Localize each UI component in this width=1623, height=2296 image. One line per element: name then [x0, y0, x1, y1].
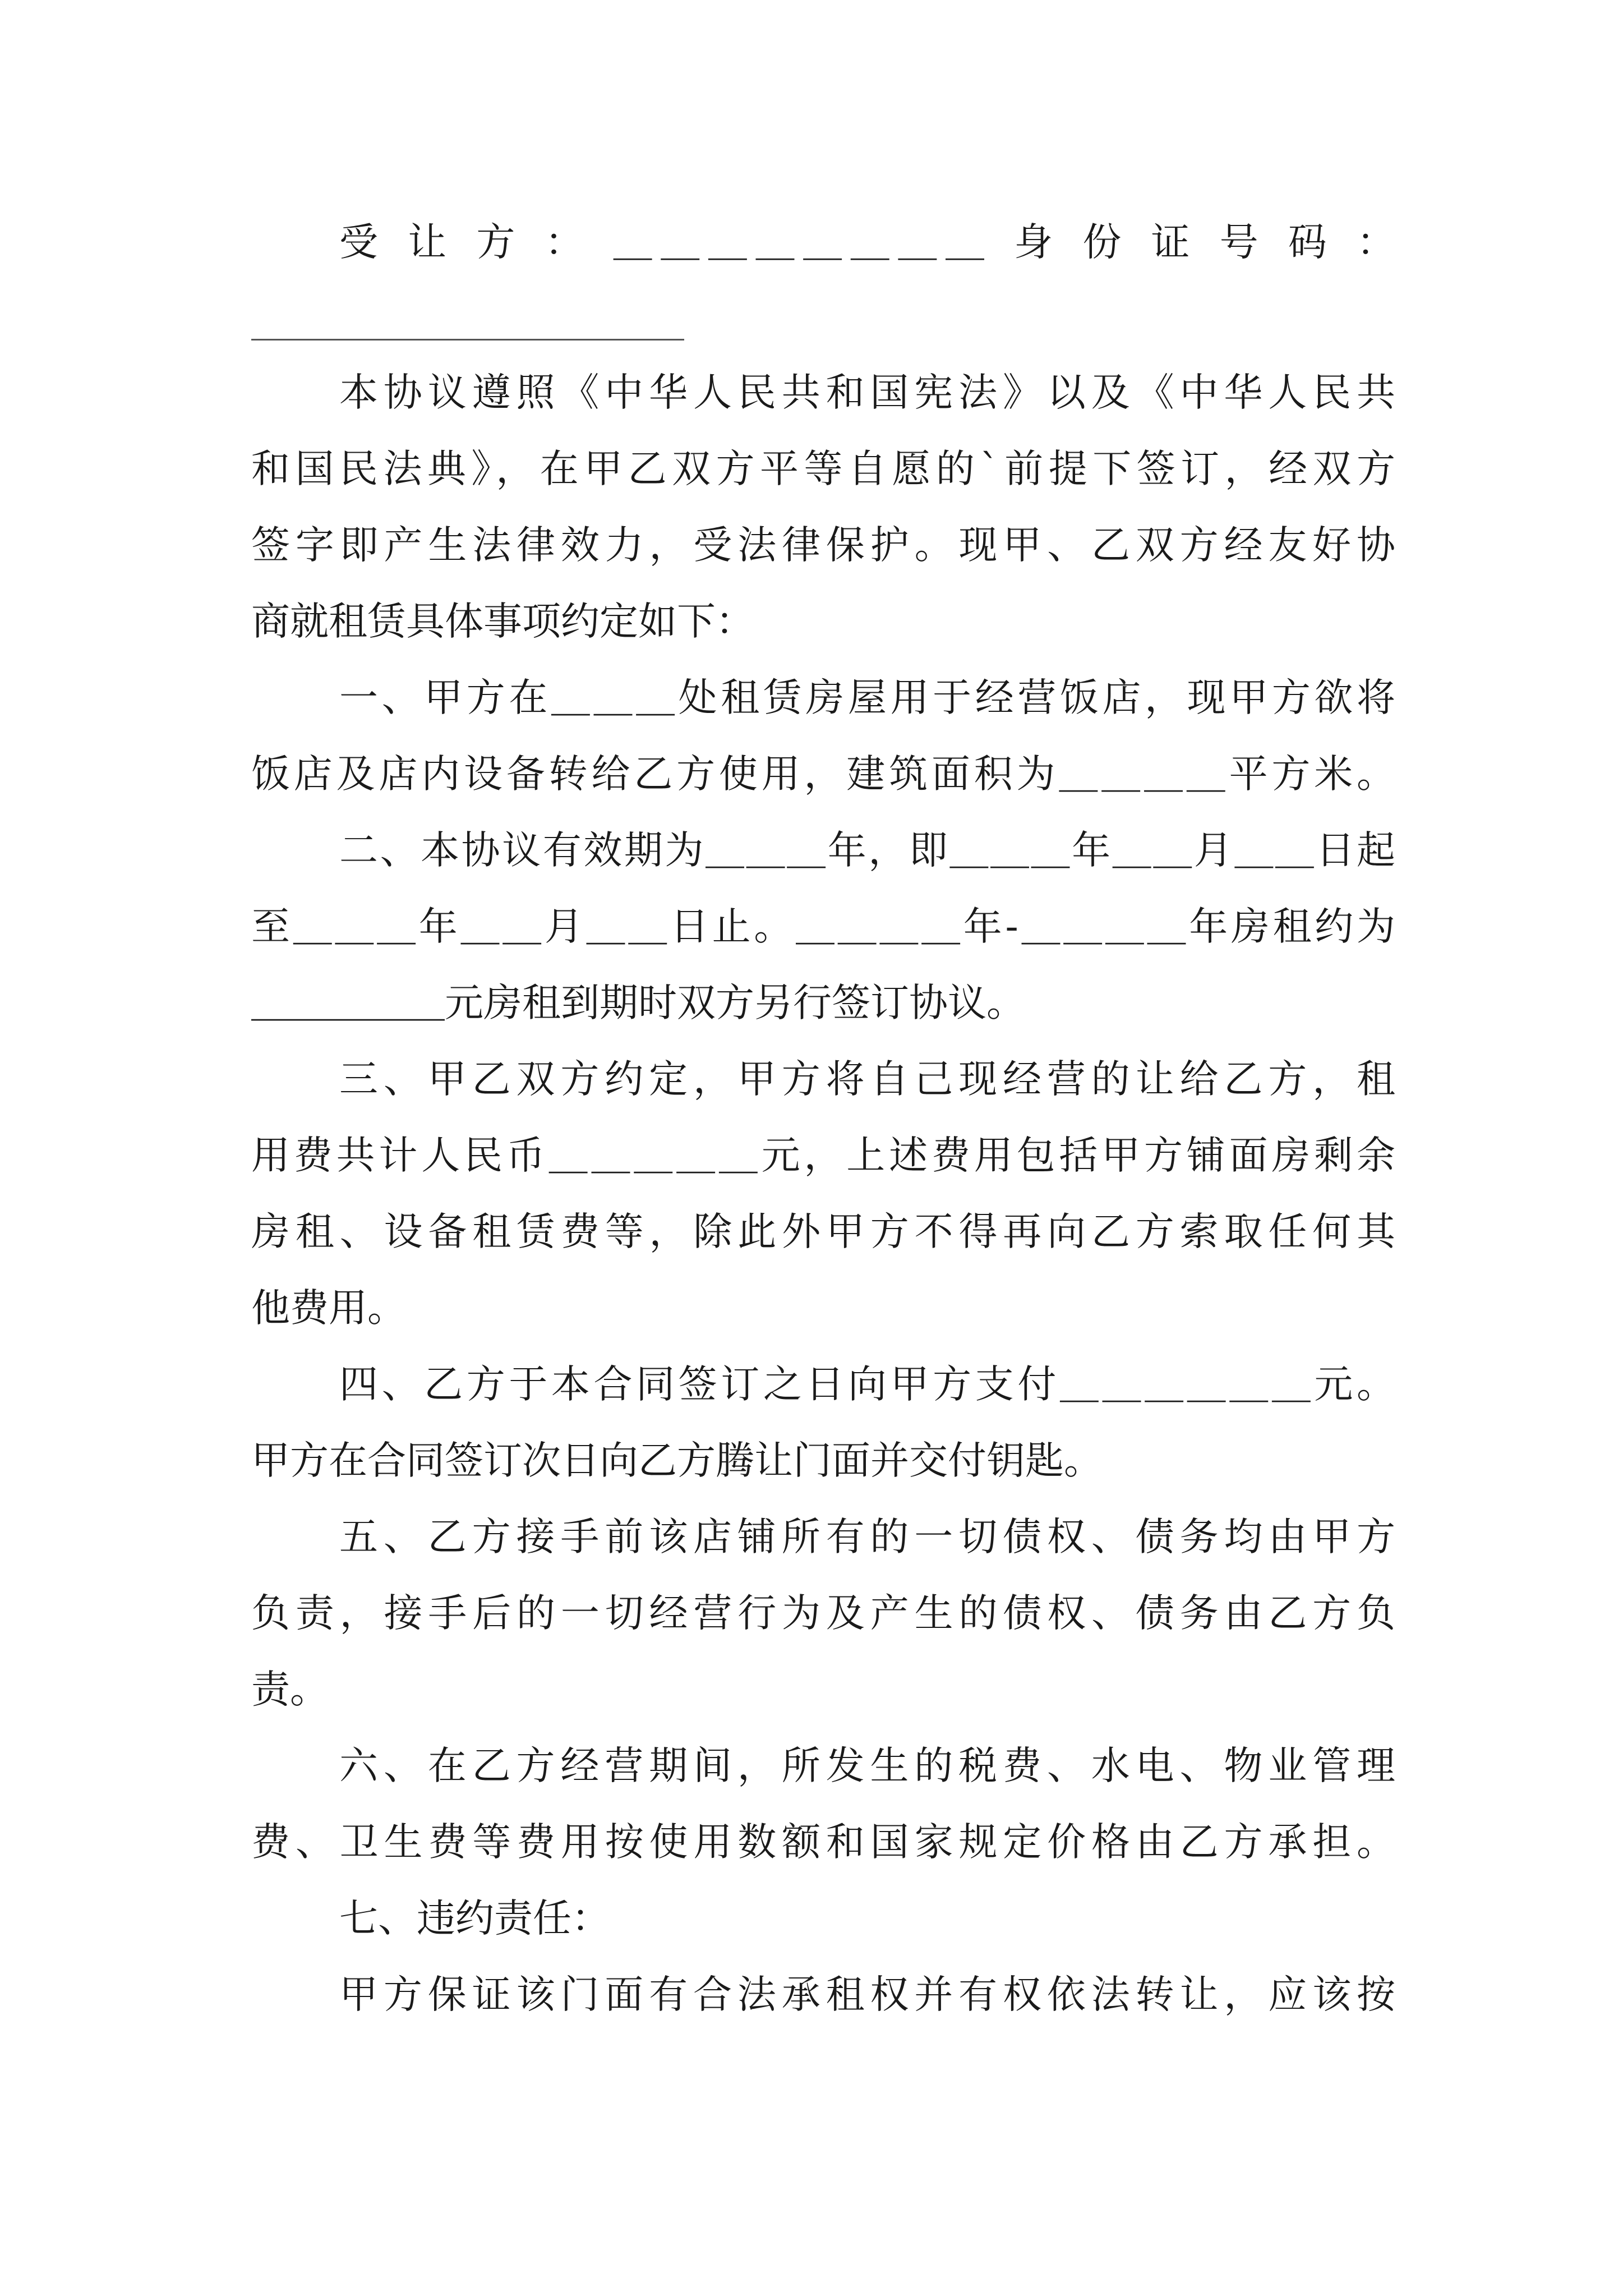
clause-7-line-1: 甲方保证该门面有合法承租权并有权依法转让，应该按 [339, 1972, 1395, 2017]
clause-6-line-2: 费、卫生费等费用按使用数额和国家规定价格由乙方承担。 [251, 1820, 1395, 1865]
clause-2-line-2: 至＿＿＿年＿＿月＿＿日止。＿＿＿＿年-＿＿＿＿年房租约为 [251, 904, 1395, 949]
preamble-line-2: 和国民法典》，在甲乙双方平等自愿的`前提下签订，经双方 [251, 447, 1395, 491]
clause-7-heading: 七、违约责任： [339, 1896, 610, 1941]
clause-3-line-4: 他费用。 [251, 1286, 406, 1331]
clause-3-line-1: 三、甲乙双方约定，甲方将自己现经营的让给乙方，租 [339, 1057, 1395, 1102]
transferee-id-line: 受 让 方 ： ＿＿＿＿＿＿＿＿ 身 份 证 号 码 ： [339, 220, 1395, 265]
clause-5-line-1: 五、乙方接手前该店铺所有的一切债权、债务均由甲方 [339, 1515, 1395, 1559]
clause-4-line-2: 甲方在合同签订次日向乙方腾让门面并交付钥匙。 [251, 1438, 1103, 1483]
clause-1-line-2: 饭店及店内设备转给乙方使用，建筑面积为＿＿＿＿平方米。 [251, 752, 1395, 797]
clause-5-line-3: 责。 [251, 1667, 329, 1712]
clause-6-line-1: 六、在乙方经营期间，所发生的税费、水电、物业管理 [339, 1743, 1395, 1788]
clause-3-line-3: 房租、设备租赁费等，除此外甲方不得再向乙方索取任何其 [251, 1209, 1395, 1254]
clause-2-line-1: 二、本协议有效期为＿＿＿年，即＿＿＿年＿＿月＿＿日起 [339, 828, 1395, 873]
id-number-blank-line [251, 339, 684, 341]
clause-4-line-1: 四、乙方于本合同签订之日向甲方支付＿＿＿＿＿＿元。 [339, 1362, 1395, 1407]
preamble-line-3: 签字即产生法律效力，受法律保护。现甲、乙双方经友好协 [251, 523, 1395, 568]
preamble-line-4: 商就租赁具体事项约定如下： [251, 599, 754, 644]
clause-5-line-2: 负责，接手后的一切经营行为及产生的债权、债务由乙方负 [251, 1591, 1395, 1636]
clause-1-line-1: 一、甲方在＿＿＿处租赁房屋用于经营饭店，现甲方欲将 [339, 675, 1395, 720]
clause-2-line-3: ＿＿＿＿＿元房租到期时双方另行签订协议。 [251, 981, 1025, 1025]
preamble-line-1: 本协议遵照《中华人民共和国宪法》以及《中华人民共 [339, 370, 1395, 415]
clause-3-line-2: 用费共计人民币＿＿＿＿＿元，上述费用包括甲方铺面房剩余 [251, 1133, 1395, 1178]
